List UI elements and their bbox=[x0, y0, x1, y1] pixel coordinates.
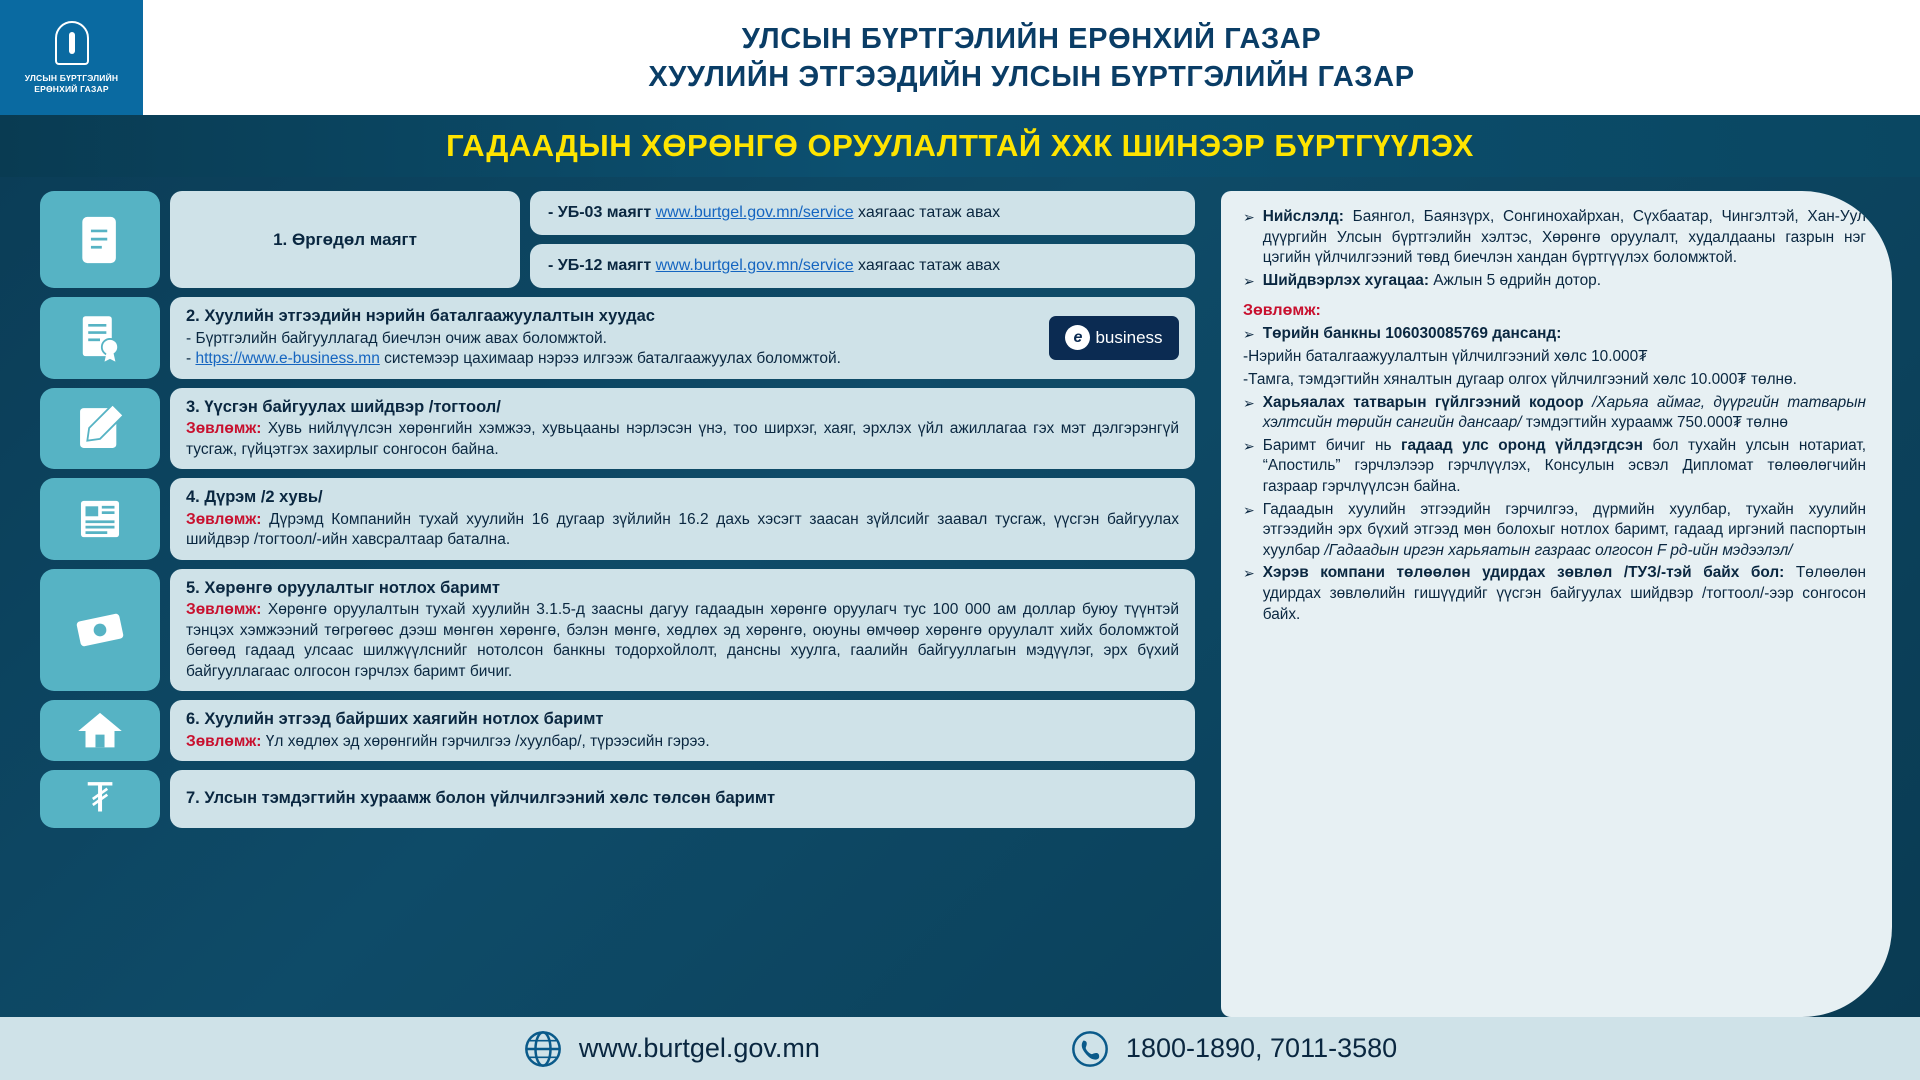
banner-title: ГАДААДЫН ХӨРӨНГӨ ОРУУЛАЛТТАЙ ХХК ШИНЭЭР БҮРТГҮҮЛЭХ bbox=[446, 128, 1474, 163]
step-row-6 bbox=[40, 700, 1195, 761]
info-1-text: Баянгол, Баянзүрх, Сонгинохайрхан, Сүхбаатар, Чингэлтэй, Хан-Уул дүүргийн Улсын бүртгэлийн хэлтэс, Хөрөнгө оруулалт, худалдааны газрын нэг цэгийн үйлчилгээний төвд биечлэн хандан бүртгүүлэх боломжтой. bbox=[1262, 208, 1866, 267]
step-6-rec-label: Зөвлөмж: bbox=[186, 732, 262, 750]
svg-text:₮: ₮ bbox=[87, 775, 113, 822]
step-7-title: 7. Улсын тэмдэгтийн хураамж болон үйлчилгээний хөлс төлсөн баримт bbox=[186, 788, 776, 807]
info-2-label: Шийдвэрлэх хугацаа: bbox=[1262, 271, 1429, 289]
info-bullet-2 bbox=[1243, 271, 1866, 292]
info-bullet-1 bbox=[1243, 207, 1866, 269]
info-3-line2: -Тамга, тэмдэгтийн хяналтын дугаар олгох үйлчилгээний хөлс 10.000₮ төлнө. bbox=[1243, 370, 1797, 388]
step-3-title: 3. Үүсгэн байгуулах шийдвэр /тогтоол/ bbox=[186, 397, 501, 416]
certificate-icon bbox=[40, 297, 160, 379]
step-4-text: Дүрэмд Компанийн тухай хуулийн 16 дугаар зүйлийн 16.2 дахь хэсэгт заасан зүйлсийг заавал тусгаж, үүсгэн байгуулах шийдвэр /тогтоол/-ийн хавсралтаар баталнa. bbox=[186, 510, 1179, 548]
ebusiness-e-icon: e bbox=[1065, 325, 1090, 350]
form-ub03-suffix: хаягаас татаж авах bbox=[853, 204, 1001, 221]
header-title-line1: УЛСЫН БҮРТГЭЛИЙН ЕРӨНХИЙ ГАЗАР bbox=[741, 22, 1322, 55]
main-content bbox=[0, 177, 1920, 1017]
info-3-label: Төрийн банкны 106030085769 дансанд: bbox=[1262, 325, 1562, 343]
step-5-body bbox=[186, 600, 1179, 682]
step-3-text: Хувь нийлүүлсэн хөрөнгийн хэмжээ, хувьцааны нэрлэсэн үнэ, тоо ширхэг, хаяг, эрхлэх үйл ажиллагаа гэх мэт дэлгэрэнгүй тусгаж, гүйцэтгэх захирлыг сонгосон байна. bbox=[186, 420, 1179, 458]
step-row-5 bbox=[40, 569, 1195, 692]
step-6-body bbox=[186, 732, 1179, 753]
form-ub12 bbox=[530, 244, 1195, 288]
step-4-body bbox=[186, 510, 1179, 551]
info-bullet-7 bbox=[1243, 563, 1866, 625]
info-7-text: Төлөөлөн удирдах зөвлөлийн гишүүдийг үүсгэн байгуулах шийдвэр /тогтоол/-ээр сонгосон байх. bbox=[1262, 564, 1866, 623]
info-4-label: Харьяалах татварын гүйлгээний кодоор bbox=[1262, 393, 1584, 411]
info-bullet-6 bbox=[1243, 500, 1866, 562]
phone-icon bbox=[1070, 1029, 1110, 1069]
steps-column bbox=[40, 191, 1195, 1017]
step-2-line1: - Бүртгэлийн байгууллагад биечлэн очиж авах боломжтой. bbox=[186, 329, 607, 347]
footer-website[interactable] bbox=[523, 1029, 820, 1069]
info-7-label: Хэрэв компани төлөөлөн удирдах зөвлөл /ТУЗ/-тэй байх бол: bbox=[1262, 564, 1785, 582]
rules-document-icon bbox=[40, 478, 160, 560]
info-bullet-5 bbox=[1243, 436, 1866, 498]
step-4-rec-label: Зөвлөмж: bbox=[186, 510, 262, 528]
form-ub03-link[interactable]: www.burtgel.gov.mn/service bbox=[655, 204, 854, 221]
footer-phone[interactable] bbox=[1070, 1029, 1397, 1069]
footer-phone-label: 1800-1890, 7011-3580 bbox=[1125, 1033, 1398, 1063]
step-6-text: Үл хөдлөх эд хөрөнгийн гэрчилгээ /хуулбар/, түрээсийн гэрээ. bbox=[261, 732, 710, 750]
info-column bbox=[1221, 191, 1892, 1017]
ebusiness-link[interactable]: https://www.e-business.mn bbox=[195, 350, 380, 367]
info-bullet-4 bbox=[1243, 393, 1866, 434]
step-3-panel bbox=[170, 388, 1195, 470]
info-3-line1: -Нэрийн баталгаажуулалтын үйлчилгээний хөлс 10.000₮ bbox=[1243, 348, 1648, 366]
step-2-panel bbox=[170, 297, 1195, 379]
forms-stack bbox=[530, 191, 1195, 288]
step-5-title: 5. Хөрөнгө оруулалтыг нотлох баримт bbox=[186, 578, 500, 597]
info-5-text: бол тухайн улсын нотариат, “Апостиль” гэрчлэлээр гэрчлүүлэх, Консулын эсвэл Дипломат төлөөлөгчийн газраар гэрчлүүлсэн байна. bbox=[1262, 436, 1867, 495]
arrow-bullet-icon: ➢ bbox=[1243, 326, 1255, 343]
step-2-line2-suffix: системээр цахимаар нэрээ илгээж баталгаажуулах боломжтой. bbox=[379, 350, 841, 367]
info-6-text: Гадаадын хуулийн этгээдийн гэрчилгээ, дүрмийн хуулбар, тухайн хуулийн этгээдийн эрх бүхий этгээд мөн болохыг нотлох баримт, гадаад иргэний паспортын хуулбар bbox=[1262, 500, 1866, 559]
arrow-bullet-icon: ➢ bbox=[1243, 394, 1255, 411]
recommendation-heading: Зөвлөмж: bbox=[1243, 301, 1321, 319]
info-1-label: Нийслэлд: bbox=[1262, 208, 1344, 225]
arrow-bullet-icon: ➢ bbox=[1243, 565, 1255, 582]
arrow-bullet-icon: ➢ bbox=[1243, 272, 1255, 289]
step-2-title: 2. Хуулийн этгээдийн нэрийн баталгаажуулалтын хуудас bbox=[186, 307, 655, 325]
info-2-text: Ажлын 5 өдрийн дотор. bbox=[1428, 271, 1601, 289]
ebusiness-badge-label: business bbox=[1095, 327, 1163, 347]
step-2-dash: - bbox=[186, 350, 196, 367]
info-6-italic: /Гадаадын иргэн харьяатын газраас олгосон F рд-ийн мэдээлэл/ bbox=[1324, 541, 1793, 559]
info-5-pre: Баримт бичиг нь bbox=[1262, 436, 1402, 454]
step-row-3 bbox=[40, 388, 1195, 470]
step-1-label: 1. Өргөдөл маягт bbox=[170, 191, 520, 288]
form-ub03 bbox=[530, 191, 1195, 235]
step-5-text: Хөрөнгө оруулалтын тухай хуулийн 3.1.5-д заасны дагуу гадаадын хөрөнгө оруулагч тус 100 000 ам доллар буюу түүнтэй тэнцэх хэмжээний төгрөгөөс дээш мөнгөн хөрөнгө, бэлэн мөнгө, хөдлөх эд хөрөнгө, оюуны өмчөөр хөрөнгө оруулалт хийх боломжтой бөгөөд гадаад улсаас шилжүүлснийг нотолсон банкны тодорхойлолт, дансны хуулга, гаалийн байгууллагын мэдүүлэг, эрх бүхий байгууллагаас олгосон гэрчлэх баримт бичиг. bbox=[186, 601, 1179, 680]
arrow-bullet-icon: ➢ bbox=[1243, 437, 1255, 454]
tugrik-currency-icon bbox=[40, 770, 160, 828]
step-row-4 bbox=[40, 478, 1195, 560]
house-icon bbox=[40, 700, 160, 761]
ebusiness-badge[interactable] bbox=[1049, 316, 1179, 360]
step-row-7 bbox=[40, 770, 1195, 828]
globe-icon bbox=[523, 1029, 563, 1069]
step-3-body bbox=[186, 419, 1179, 460]
form-ub03-prefix: - УБ-03 маягт bbox=[548, 204, 656, 221]
page-footer bbox=[0, 1017, 1920, 1080]
form-ub12-link[interactable]: www.burtgel.gov.mn/service bbox=[655, 257, 854, 274]
page-header bbox=[0, 0, 1920, 115]
step-4-panel bbox=[170, 478, 1195, 560]
info-5-bold: гадаад улс оронд үйлдэгдсэн bbox=[1401, 436, 1643, 454]
agency-logo bbox=[0, 0, 143, 115]
step-5-rec-label: Зөвлөмж: bbox=[186, 601, 262, 618]
step-row-1 bbox=[40, 191, 1195, 288]
document-icon bbox=[40, 191, 160, 288]
info-bullet-3 bbox=[1243, 324, 1866, 345]
info-4-italic: /Харьяа аймаг, дүүргийн татварын хэлтсийн төрийн сангийн дансаар/ bbox=[1262, 393, 1867, 432]
page-banner bbox=[0, 115, 1920, 177]
step-7-panel bbox=[170, 770, 1195, 828]
step-6-panel bbox=[170, 700, 1195, 761]
logo-caption: УЛСЫН БҮРТГЭЛИЙН ЕРӨНХИЙ ГАЗАР bbox=[24, 72, 119, 94]
step-2-line2 bbox=[186, 349, 1039, 370]
step-4-title: 4. Дүрэм /2 хувь/ bbox=[186, 488, 323, 506]
step-5-panel bbox=[170, 569, 1195, 692]
step-6-title: 6. Хуулийн этгээд байрших хаягийн нотлох баримт bbox=[186, 710, 604, 728]
money-bill-icon bbox=[40, 569, 160, 692]
step-3-rec-label: Зөвлөмж: bbox=[186, 420, 262, 437]
arrow-bullet-icon: ➢ bbox=[1243, 501, 1255, 518]
arrow-bullet-icon: ➢ bbox=[1243, 209, 1255, 225]
emblem-icon bbox=[55, 21, 89, 65]
header-titles bbox=[143, 0, 1920, 115]
step-row-2 bbox=[40, 297, 1195, 379]
footer-website-label: www.burtgel.gov.mn bbox=[578, 1033, 820, 1063]
header-title-line2: ХУУЛИЙН ЭТГЭЭДИЙН УЛСЫН БҮРТГЭЛИЙН ГАЗАР bbox=[648, 60, 1415, 93]
pencil-edit-icon bbox=[40, 388, 160, 470]
form-ub12-prefix: - УБ-12 маягт bbox=[548, 257, 656, 274]
info-4-text: тэмдэгтийн хураамж 750.000₮ төлнө bbox=[1521, 414, 1788, 432]
form-ub12-suffix: хаягаас татаж авах bbox=[853, 257, 1001, 274]
